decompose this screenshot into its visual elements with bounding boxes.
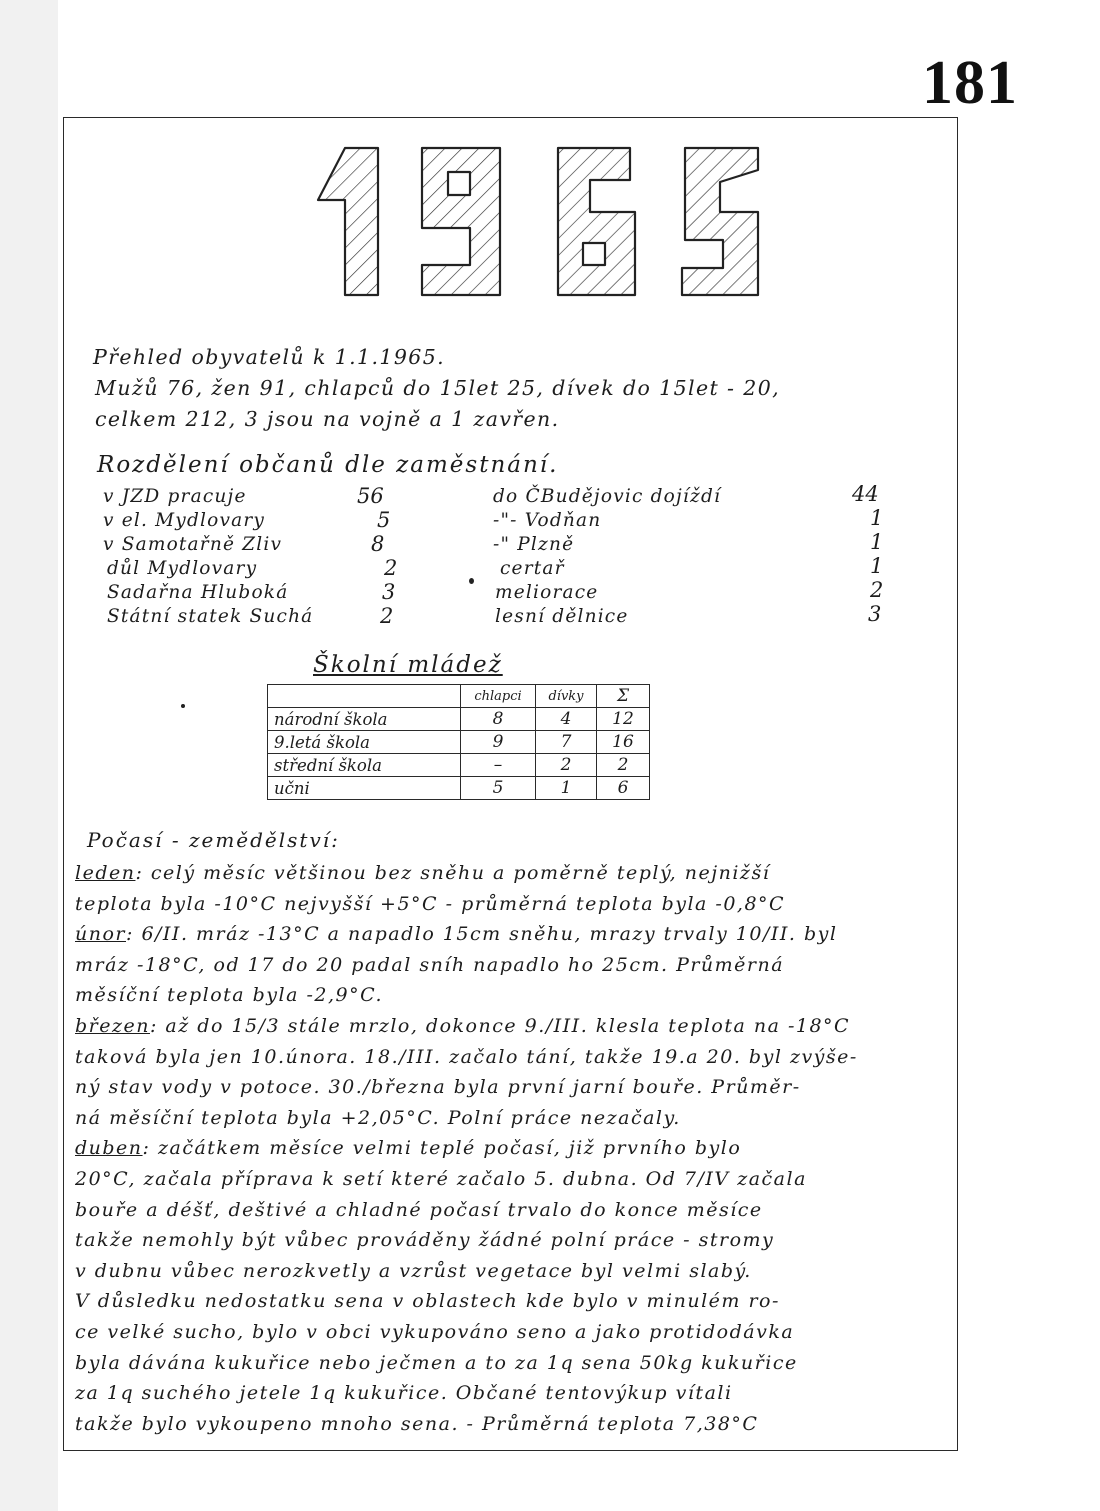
weather-text: taková byla jen 10.února. 18./III. začalo tání, takže 19.a 20. byl zvýše- [75,1045,858,1068]
weather-line [75,1137,741,1159]
occupation-label: Sadařna Hluboká [107,582,289,603]
table-header-row [268,685,650,708]
table-row [268,754,650,777]
page-number: 181 [922,49,1018,117]
table-cell: 12 [597,708,650,731]
ink-dot [469,578,474,584]
weather-line [75,1107,681,1129]
table-cell: 9.letá škola [268,731,461,754]
occupation-count: 56 [357,484,384,508]
occupation-count: 3 [868,602,882,626]
weather-line [75,1321,794,1343]
table-cell: učni [268,777,461,800]
occupation-label: meliorace [495,582,599,603]
weather-text: : 6/II. mráz -13°C a napadlo 15cm sněhu, mrazy trvaly 10/II. byl [126,923,838,946]
table-row [268,708,650,731]
weather-text: : začátkem měsíce velmi teplé počasí, již prvního bylo [142,1137,742,1160]
weather-text: : celý měsíc většinou bez sněhu a poměrně teplý, nejnižší [135,862,771,884]
weather-line [75,1352,798,1374]
table-cell: 5 [461,777,536,800]
weather-line [75,1413,758,1435]
weather-text: mráz -18°C, od 17 do 20 padal sníh napadlo ho 25cm. Průměrná [75,953,785,976]
table-cell: 4 [536,708,597,731]
weather-text: byla dávána kukuřice nebo ječmen a to za 1q sena 50kg kukuřice [75,1351,798,1374]
population-line-3: celkem 212, 3 jsou na vojně a 1 zavřen. [95,407,560,431]
digit-5-shape [682,148,758,295]
occupation-count: 2 [380,604,394,628]
occupation-label: Státní statek Suchá [107,606,314,627]
weather-line [75,1229,774,1251]
table-row [268,777,650,800]
occupation-label: lesní dělnice [495,606,629,627]
table-cell: 2 [536,754,597,777]
weather-line [75,893,785,915]
weather-text: takže bylo vykoupeno mnoho sena. - Průměrná teplota 7,38°C [75,1412,759,1435]
hatched-year-drawing [300,140,780,305]
month-label: únor [75,923,126,946]
weather-line [75,923,837,945]
weather-line [75,1382,733,1404]
weather-line [75,984,383,1006]
occupation-count: 2 [870,578,884,602]
occupation-label: -" Plzně [493,534,575,555]
month-label: březen [75,1015,150,1037]
year-title [300,140,780,309]
table-cell: střední škola [268,754,461,777]
school-table [267,684,650,800]
weather-heading: Počasí - zemědělství: [87,828,340,852]
weather-line [75,1290,780,1312]
digit-9-shape [422,148,500,295]
month-label: leden [75,862,136,884]
digit-6-shape [558,148,635,295]
weather-text: 20°C, začala příprava k setí které začalo 5. dubna. Od 7/IV začala [75,1168,807,1190]
weather-text: měsíční teplota byla -2,9°C. [75,984,384,1007]
occupation-label: do ČBudějovic dojíždí [493,486,722,507]
occupation-count: 1 [870,554,884,578]
weather-text: V důsledku nedostatku sena v oblastech kde bylo v minulém ro- [75,1290,780,1313]
occupations-heading: Rozdělení občanů dle zaměstnání. [97,452,559,478]
table-row [268,731,650,754]
occupation-count: 1 [870,506,884,530]
table-cell: 16 [597,731,650,754]
weather-line [75,862,770,884]
table-header-cell: chlapci [461,685,536,708]
table-cell: 6 [597,777,650,800]
occupation-label: v el. Mydlovary [103,510,266,531]
occupation-count: 1 [870,530,884,554]
table-cell: národní škola [268,708,461,731]
weather-line [75,954,784,976]
occupation-count: 44 [852,482,879,506]
table-header-cell: Σ [597,685,650,708]
population-line-2: Mužů 76, žen 91, chlapců do 15let 25, dívek do 15let - 20, [95,376,781,400]
weather-line [75,1076,801,1098]
table-header-cell [268,685,461,708]
population-line-1: Přehled obyvatelů k 1.1.1965. [93,345,446,369]
weather-text: ný stav vody v potoce. 30./března byla první jarní bouře. Průměr- [75,1076,801,1099]
weather-text: ná měsíční teplota byla +2,05°C. Polní práce nezačaly. [75,1106,681,1129]
digit-1-shape [318,148,378,295]
table-header-cell: dívky [536,685,597,708]
page-edge-shadow [0,0,58,1511]
weather-text: bouře a déšť, deštivé a chladné počasí trvalo do konce měsíce [75,1198,763,1221]
weather-text: za 1q suchého jetele 1q kukuřice. Občané tentovýkup vítali [75,1382,733,1405]
table-cell: 2 [597,754,650,777]
occupation-label: důl Mydlovary [107,558,258,579]
weather-line [75,1168,807,1190]
weather-text: takže nemohly být vůbec prováděny žádné polní práce - stromy [75,1229,775,1252]
school-table-title: Školní mládež [313,652,503,678]
weather-text: ce velké sucho, bylo v obci vykupováno seno a jako protidodávka [75,1321,795,1343]
weather-line [75,1046,858,1068]
table-cell: 1 [536,777,597,800]
table-cell: 8 [461,708,536,731]
table-cell: – [461,754,536,777]
occupation-label: v Samotařně Zliv [103,534,283,555]
occupation-count: 3 [382,580,396,604]
weather-text: teplota byla -10°C nejvyšší +5°C - průměrná teplota byla -0,8°C [75,892,786,915]
weather-line [75,1199,763,1221]
occupation-count: 5 [377,508,391,532]
occupation-label: -"- Vodňan [493,510,602,531]
weather-text: : až do 15/3 stále mrzlo, dokonce 9./III. klesla teplota na -18°C [149,1015,851,1037]
weather-text: v dubnu vůbec nerozkvetly a vzrůst vegetace byl velmi slabý. [75,1259,752,1282]
weather-line [75,1015,850,1037]
weather-line [75,1260,752,1282]
table-cell: 9 [461,731,536,754]
occupation-label: v JZD pracuje [103,486,247,507]
ink-dot [181,704,185,708]
occupation-label: certař [500,558,565,579]
month-label: duben [75,1137,143,1160]
occupation-count: 8 [371,532,385,556]
occupation-count: 2 [384,556,398,580]
table-cell: 7 [536,731,597,754]
